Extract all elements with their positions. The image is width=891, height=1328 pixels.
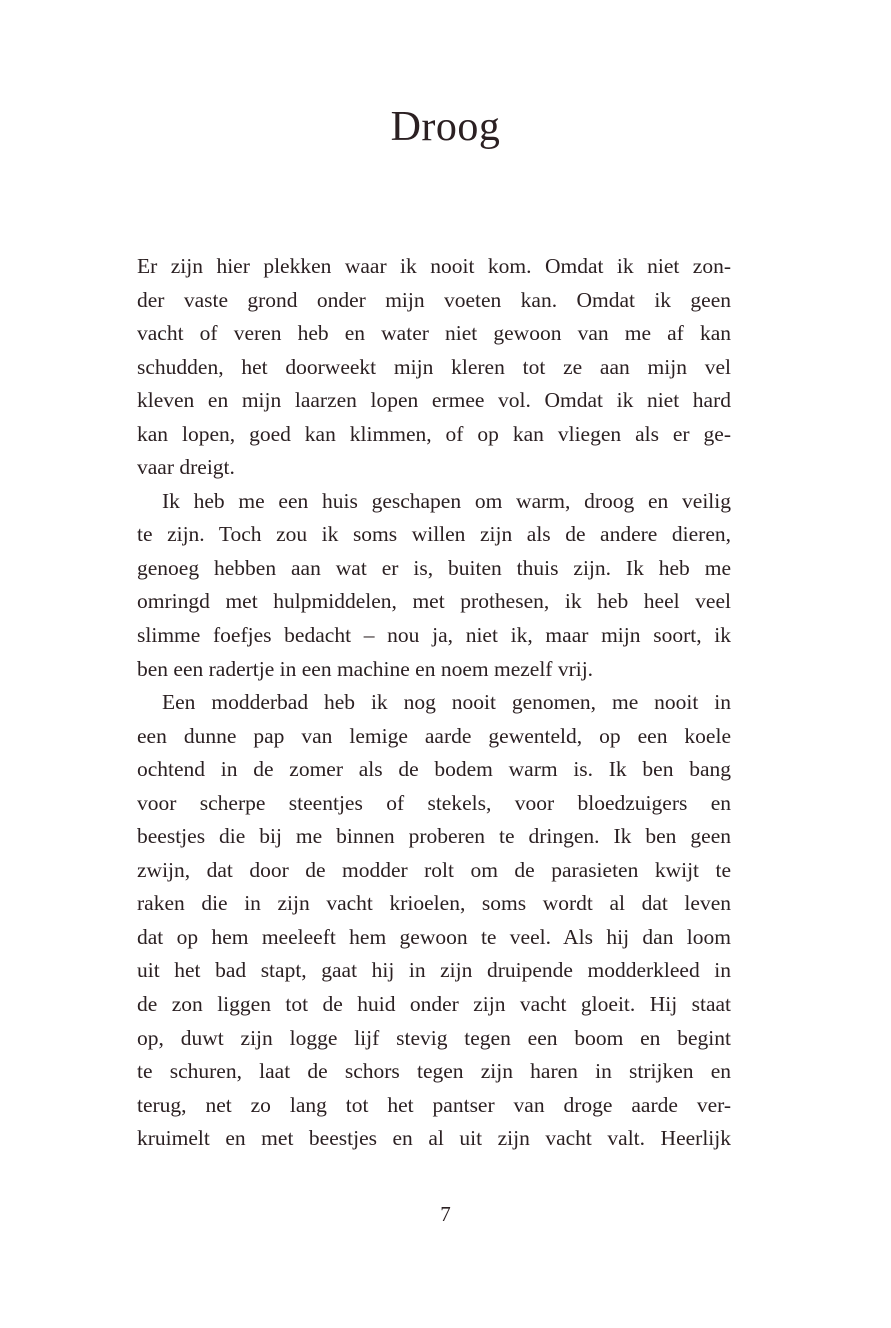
text-line: slimme foefjes bedacht – nou ja, niet ik, maar mijn soort, ik [137, 623, 731, 648]
text-line: Ik heb me een huis geschapen om warm, droog en veilig [162, 488, 731, 513]
text-line: kleven en mijn laarzen lopen ermee vol. Omdat ik niet hard [137, 388, 731, 413]
text-line: Er zijn hier plekken waar ik nooit kom. Omdat ik niet zon- [137, 254, 731, 278]
text-line: op, duwt zijn logge lijf stevig tegen een boom en begint [137, 1025, 731, 1050]
text-line: vacht of veren heb en water niet gewoon van me af kan [137, 321, 731, 346]
text-line: terug, net zo lang tot het pantser van droge aarde ver- [137, 1092, 731, 1117]
text-line: zwijn, dat door de modder rolt om de parasieten kwijt te [137, 857, 731, 882]
text-line: te schuren, laat de schors tegen zijn haren in strijken en [137, 1059, 731, 1084]
text-line: beestjes die bij me binnen proberen te dringen. Ik ben geen [137, 824, 731, 849]
text-line: kruimelt en met beestjes en al uit zijn vacht valt. Heerlijk [137, 1126, 731, 1151]
text-line: raken die in zijn vacht krioelen, soms wordt al dat leven [137, 891, 731, 916]
text-line: dat op hem meeleeft hem gewoon te veel. Als hij dan loom [137, 924, 731, 949]
text-line: een dunne pap van lemige aarde gewenteld, op een koele [137, 723, 731, 748]
text-line: omringd met hulpmiddelen, met prothesen, ik heb heel veel [137, 589, 731, 614]
text-line: voor scherpe steentjes of stekels, voor bloedzuigers en [137, 790, 731, 815]
text-line: schudden, het doorweekt mijn kleren tot ze aan mijn vel [137, 354, 731, 379]
text-line: genoeg hebben aan wat er is, buiten thuis zijn. Ik heb me [137, 555, 731, 580]
chapter-title: Droog [390, 104, 501, 150]
text-line: Een modderbad heb ik nog nooit genomen, me nooit in [162, 690, 731, 715]
text-line: vaar dreigt. [137, 455, 235, 480]
text-line: de zon liggen tot de huid onder zijn vacht gloeit. Hij staat [137, 992, 731, 1017]
text-line: ochtend in de zomer als de bodem warm is. Ik ben bang [137, 757, 731, 782]
body-text [137, 250, 731, 1156]
text-line: ben een radertje in een machine en noem mezelf vrij. [137, 656, 594, 681]
text-line: te zijn. Toch zou ik soms willen zijn als de andere dieren, [137, 522, 731, 547]
text-line: der vaste grond onder mijn voeten kan. Omdat ik geen [137, 287, 731, 312]
text-line: uit het bad stapt, gaat hij in zijn druipende modderkleed in [137, 958, 731, 983]
page-number: 7 [440, 1202, 451, 1226]
text-line: kan lopen, goed kan klimmen, of op kan vliegen als er ge- [137, 421, 731, 446]
